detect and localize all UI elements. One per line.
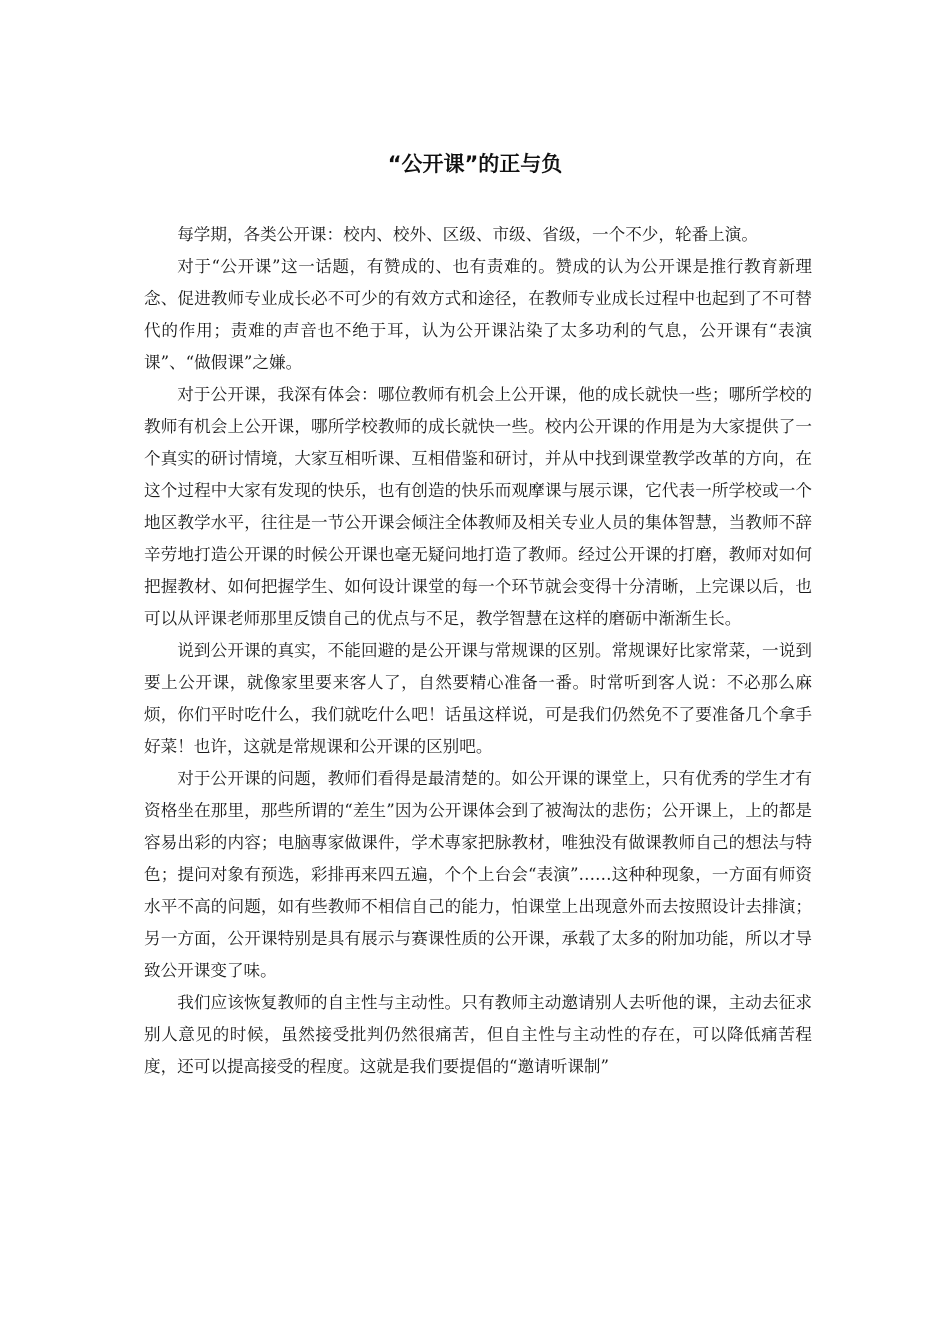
paragraph-1: 每学期，各类公开课：校内、校外、区级、市级、省级，一个不少，轮番上演。 (177, 225, 758, 244)
paragraph-3: 对于公开课，我深有体会：哪位教师有机会上公开课，他的成长就快一些；哪所学校的教师有机会上公开课，哪所学校教师的成长就快一些。校内公开课的作用是为大家提供了一个真实的研讨情境，大家互相听课、互相借鉴和研讨，并从中找到课堂教学改革的方向，在这个过程中大家有发现的快乐，也有创造的快乐而观摩课与展示课，它代表一所学校或一个地区教学水平，往往是一节公开课会倾注全体教师及相关专业人员的集体智慧，当教师不辞辛劳地打造公开课的时候公开课也毫无疑问地打造了教师。经过公开课的打磨，教师对如何把握教材、如何把握学生、如何设计课堂的每一个环节就会变得十分清晰，上完课以后，也可以从评课老师那里反馈自己的优点与不足，教学智慧在这样的磨砺中渐渐生长。 (144, 385, 812, 628)
paragraph-6: 我们应该恢复教师的自主性与主动性。只有教师主动邀请别人去听他的课，主动去征求别人意见的时候，虽然接受批判仍然很痛苦，但自主性与主动性的存在，可以降低痛苦程度，还可以提高接受的程度。这就是我们要提倡的“邀请听课制” (144, 993, 812, 1076)
document-title: “公开课”的正与负 (387, 152, 563, 176)
paragraph-2: 对于“公开课”这一话题，有赞成的、也有责难的。赞成的认为公开课是推行教育新理念、促进教师专业成长必不可少的有效方式和途径，在教师专业成长过程中也起到了不可替代的作用；责难的声音也不绝于耳，认为公开课沾染了太多功利的气息，公开课有“表演课”、“做假课”之嫌。 (144, 257, 812, 372)
document-body (144, 219, 812, 1083)
paragraph-5: 对于公开课的问题，教师们看得是最清楚的。如公开课的课堂上，只有优秀的学生才有资格坐在那里，那些所谓的“差生”因为公开课体会到了被淘汰的悲伤；公开课上，上的都是容易出彩的内容；电脑專家做课件，学术專家把脉教材，唯独没有做课教师自己的想法与特色；提问对象有预选，彩排再来四五遍，个个上台会“表演”……这种种现象，一方面有师资水平不高的问题，如有些教师不相信自己的能力，怕课堂上出现意外而去按照设计去排演；另一方面，公开课特别是具有展示与赛课性质的公开课，承载了太多的附加功能，所以才导致公开课变了味。 (144, 769, 812, 980)
paragraph-4: 说到公开课的真实，不能回避的是公开课与常规课的区别。常规课好比家常菜，一说到要上公开课，就像家里要来客人了，自然要精心准备一番。时常听到客人说：不必那么麻烦，你们平时吃什么，我们就吃什么吧！话虽这样说，可是我们仍然免不了要准备几个拿手好菜！也许，这就是常规课和公开课的区别吧。 (144, 641, 812, 756)
